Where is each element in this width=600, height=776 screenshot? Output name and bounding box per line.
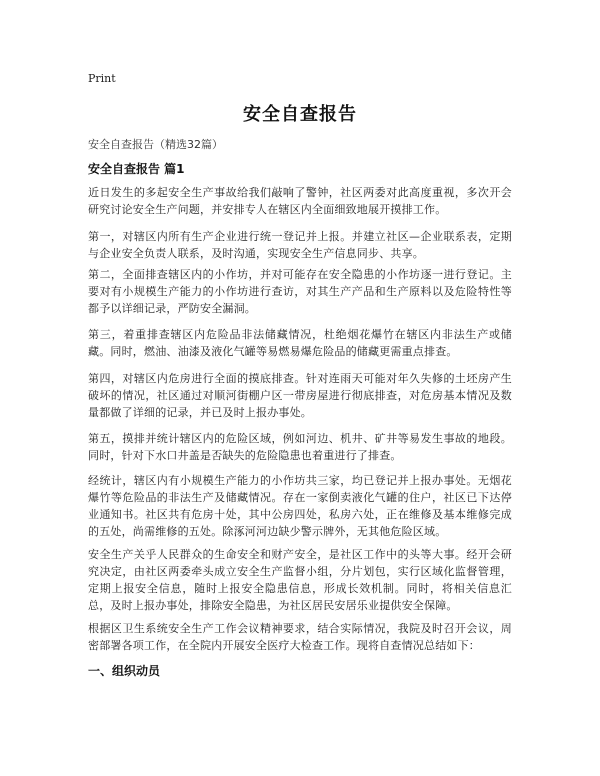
paragraph-third: 第三，着重排查辖区内危险品非法储藏情况，杜绝烟花爆竹在辖区内非法生产或储藏。同时，燃油、油漆及液化气罐等易燃易爆危险品的储藏更需重点排查。: [88, 328, 512, 358]
paragraph-hospital: 根据区卫生系统安全生产工作会议精神要求，结合实际情况，我院及时召开会议，周密部署各项工作，在全院内开展安全医疗大检查工作。现将自查情况总结如下：: [88, 622, 512, 652]
document-subtitle: 安全自查报告（精选32篇）: [88, 138, 223, 151]
paragraph-fourth: 第四，对辖区内危房进行全面的摸底排查。针对连雨天可能对年久失修的土坯房产生破坏的情况，社区通过对顺河街棚户区一带房屋进行彻底排查，对危房基本情况及数量都做了详细的记录，并已及时上报办事处。: [88, 372, 512, 419]
section-heading-organization: 一、组织动员: [88, 664, 161, 678]
paragraph-first: 第一，对辖区内所有生产企业进行统一登记并上报。并建立社区—企业联系表，定期与企业安全负责人联系，及时沟通，实现安全生产信息同步、共享。: [88, 230, 512, 260]
page-title: 安全自查报告: [243, 104, 357, 125]
paragraph-second: 第二，全面排查辖区内的小作坊，并对可能存在安全隐患的小作坊逐一进行登记。主要对有小规模生产能力的小作坊进行查访，对其生产产品和生产原料以及危险特性等都予以详细记录，严防安全漏洞。: [88, 268, 512, 315]
paragraph-fifth: 第五，摸排并统计辖区内的危险区域，例如河边、机井、矿井等易发生事故的地段。同时，针对下水口井盖是否缺失的危险隐患也着重进行了排查。: [88, 432, 512, 462]
print-link[interactable]: Print: [88, 72, 116, 85]
section-heading-1: 安全自查报告 篇1: [88, 162, 185, 176]
paragraph-conclusion: 安全生产关乎人民群众的生命安全和财产安全，是社区工作中的头等大事。经开会研究决定，由社区两委牵头成立安全生产监督小组，分片划包，实行区域化监督管理，定期上报安全信息，随时上报安全隐患信息，形成长效机制。同时，将相关信息汇总，及时上报办事处，排除安全隐患，为社区居民安居乐业提供安全保障。: [88, 548, 512, 612]
paragraph-intro: 近日发生的多起安全生产事故给我们敲响了警钟，社区两委对此高度重视，多次开会研究讨论安全生产问题，并安排专人在辖区内全面细致地展开摸排工作。: [88, 186, 512, 216]
paragraph-statistics: 经统计，辖区内有小规模生产能力的小作坊共三家，均已登记并上报办事处。无烟花爆竹等危险品的非法生产及储藏情况。存在一家倒卖液化气罐的住户，社区已下达停业通知书。社区共有危房十处，其中公房四处，私房六处，正在维修及基本维修完成的五处，尚需维修的五处。除涿河河边缺少警示牌外，无其他危险区域。: [88, 474, 512, 538]
